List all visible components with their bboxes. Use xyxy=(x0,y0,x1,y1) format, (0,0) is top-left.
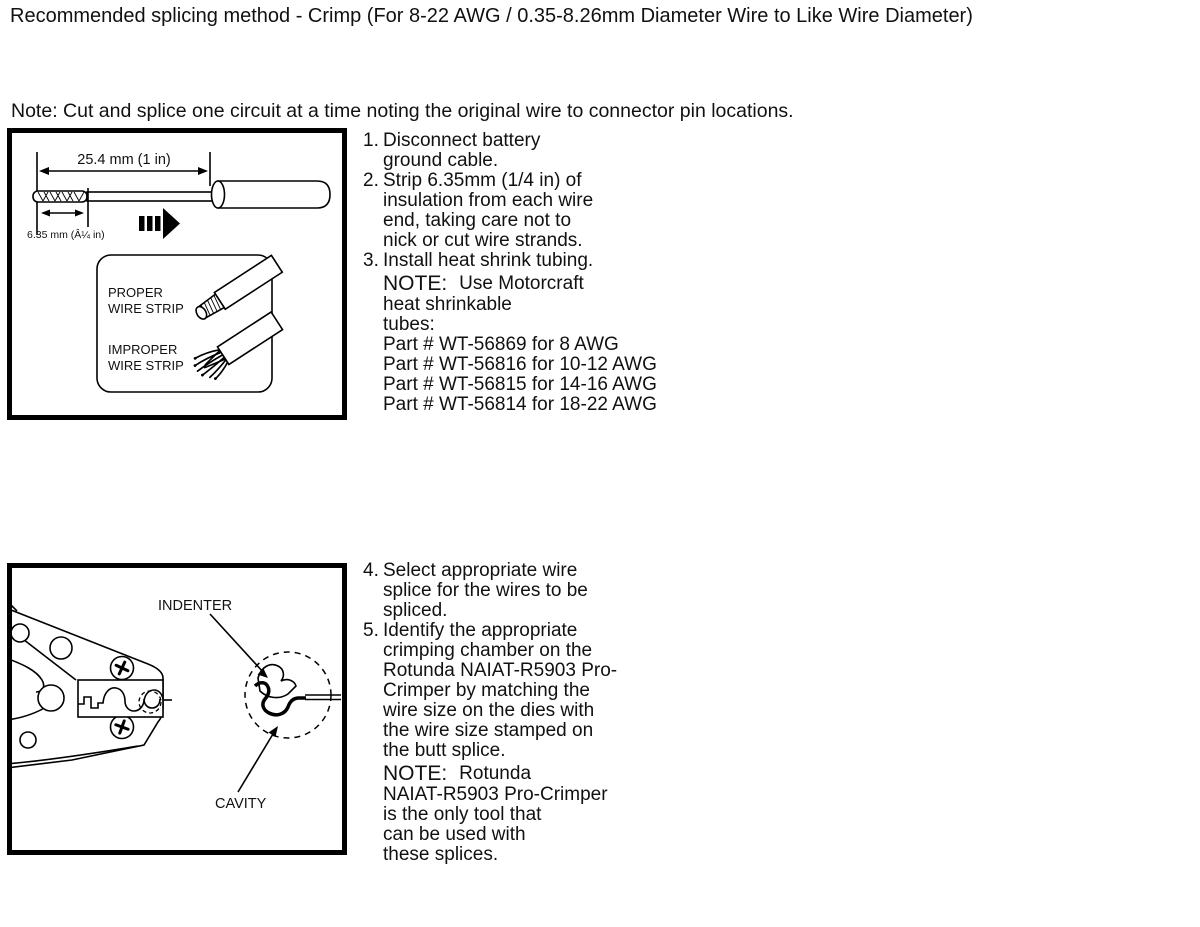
step-line xyxy=(363,171,703,191)
proper-label-line2: WIRE STRIP xyxy=(108,301,184,316)
step-line xyxy=(363,601,703,621)
step-line xyxy=(363,661,703,681)
step-text: nick or cut wire strands. xyxy=(383,230,583,251)
crimper-diagram xyxy=(12,568,342,850)
phillips-screw-icon xyxy=(111,716,134,739)
proper-label-line1: PROPER xyxy=(108,285,163,300)
step-text: the butt splice. xyxy=(383,740,506,761)
indent-spacer xyxy=(363,315,383,335)
page-title: Recommended splicing method - Crimp (For 8-22 AWG / 0.35-8.26mm Diameter Wire to Like Wire Diameter) xyxy=(10,5,973,27)
phillips-screw-icon xyxy=(111,657,134,680)
part-number-line xyxy=(363,355,703,375)
indent-spacer xyxy=(363,395,383,415)
note-text: tubes: xyxy=(383,314,435,335)
wire-strip-figure-box xyxy=(7,128,347,420)
note-line xyxy=(363,315,703,335)
instructions-column-2 xyxy=(363,561,703,865)
note-first-line xyxy=(363,272,703,295)
step-line xyxy=(363,701,703,721)
indent-spacer xyxy=(363,805,383,825)
part-number-line xyxy=(363,335,703,355)
note-line xyxy=(363,825,703,845)
step-number xyxy=(363,231,383,251)
step-text: Select appropriate wire xyxy=(383,560,578,581)
step-text: insulation from each wire xyxy=(383,190,594,211)
indenter-leader-arrow xyxy=(210,614,268,678)
step-line xyxy=(363,231,703,251)
note-text: these splices. xyxy=(383,844,499,865)
step-text: Rotunda NAIAT-R5903 Pro- xyxy=(383,660,618,681)
step-number: 3. xyxy=(363,250,379,271)
step-line xyxy=(363,581,703,601)
step-number xyxy=(363,211,383,231)
detail-circle xyxy=(245,652,341,738)
step-line xyxy=(363,151,703,171)
step-number: 1. xyxy=(363,130,379,151)
step-text: Identify the appropriate xyxy=(383,620,578,641)
step-number xyxy=(363,151,383,171)
step-number xyxy=(363,641,383,661)
part-number-line xyxy=(363,395,703,415)
indent-spacer xyxy=(363,355,383,375)
step-text: spliced. xyxy=(383,600,448,621)
indent-spacer xyxy=(363,375,383,395)
note-line xyxy=(363,295,703,315)
note-text: heat shrinkable xyxy=(383,294,512,315)
step-line xyxy=(363,641,703,661)
wire-strip-diagram xyxy=(12,133,342,415)
step-line xyxy=(363,211,703,231)
step-text: end, taking care not to xyxy=(383,210,572,231)
note-text: can be used with xyxy=(383,824,526,845)
part-number-text: Part # WT-56814 for 18-22 AWG xyxy=(383,394,657,415)
step-text: Strip 6.35mm (1/4 in) of xyxy=(383,170,582,191)
note-line xyxy=(363,785,703,805)
dimension-strip-label: 6.35 mm (Â¼ in) xyxy=(27,229,105,241)
indent-spacer xyxy=(363,272,383,295)
indent-spacer xyxy=(363,825,383,845)
step-line xyxy=(363,721,703,741)
step-line xyxy=(363,191,703,211)
note-line-1: Note: Cut and splice one circuit at a time noting the original wire to connector pin locations. xyxy=(11,100,794,122)
step-number xyxy=(363,601,383,621)
step-line xyxy=(363,741,703,761)
indent-spacer xyxy=(363,335,383,355)
step-text: the wire size stamped on xyxy=(383,720,594,741)
part-number-text: Part # WT-56815 for 14-16 AWG xyxy=(383,374,657,395)
step-number: 4. xyxy=(363,560,379,581)
cavity-label: CAVITY xyxy=(215,796,267,812)
step-number: 2. xyxy=(363,170,379,191)
step-number xyxy=(363,191,383,211)
note-text: NAIAT-R5903 Pro-Crimper xyxy=(383,784,608,805)
step-line xyxy=(363,621,703,641)
note-line xyxy=(363,805,703,825)
step-text: crimping chamber on the xyxy=(383,640,593,661)
fast-forward-arrow-icon xyxy=(139,208,180,239)
note-label: NOTE: xyxy=(383,272,448,295)
step-number: 5. xyxy=(363,620,379,641)
step-number xyxy=(363,581,383,601)
step-line xyxy=(363,131,703,151)
step-text: splice for the wires to be xyxy=(383,580,588,601)
crimp-die-block xyxy=(78,680,172,717)
indent-spacer xyxy=(363,785,383,805)
crimper-tool-graphic xyxy=(12,604,172,768)
cavity-leader-arrow xyxy=(238,726,278,792)
part-number-text: Part # WT-56816 for 10-12 AWG xyxy=(383,354,657,375)
step-number xyxy=(363,661,383,681)
note-label: NOTE: xyxy=(383,762,448,785)
step-number xyxy=(363,701,383,721)
note-line xyxy=(363,845,703,865)
indent-spacer xyxy=(363,845,383,865)
note-first-line xyxy=(363,762,703,785)
step-number xyxy=(363,681,383,701)
instructions-column-1 xyxy=(363,131,703,415)
step-number xyxy=(363,721,383,741)
step-line xyxy=(363,251,703,271)
part-number-line xyxy=(363,375,703,395)
crimper-figure-box xyxy=(7,563,347,855)
part-number-text: Part # WT-56869 for 8 AWG xyxy=(383,334,619,355)
improper-label-line2: WIRE STRIP xyxy=(108,358,184,373)
dimension-total-label: 25.4 mm (1 in) xyxy=(77,152,171,168)
indent-spacer xyxy=(363,295,383,315)
step-text: Install heat shrink tubing. xyxy=(383,250,594,271)
note-text: is the only tool that xyxy=(383,804,542,825)
step-line xyxy=(363,681,703,701)
indenter-label: INDENTER xyxy=(158,598,233,614)
step-text: ground cable. xyxy=(383,150,499,171)
step-text: Disconnect battery xyxy=(383,130,541,151)
note-text: Use Motorcraft xyxy=(459,273,584,294)
wire-graphic xyxy=(33,181,330,208)
step-text: Crimper by matching the xyxy=(383,680,590,701)
step-line xyxy=(363,561,703,581)
step-number xyxy=(363,741,383,761)
step-text: wire size on the dies with xyxy=(383,700,595,721)
indent-spacer xyxy=(363,762,383,785)
improper-label-line1: IMPROPER xyxy=(108,342,178,357)
note-text: Rotunda xyxy=(459,763,532,784)
